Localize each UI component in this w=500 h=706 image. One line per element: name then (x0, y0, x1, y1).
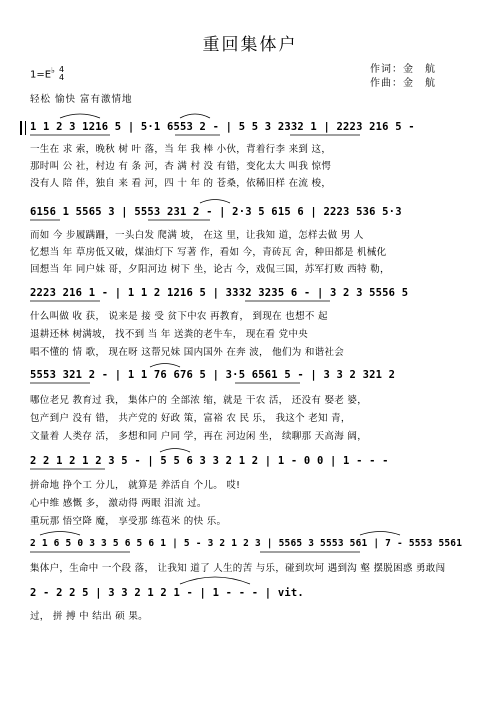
composer-credit: 作曲：金 航 (370, 78, 436, 89)
flat-symbol: ♭ (51, 66, 55, 75)
lyric-line-5-1: 拼命地 挣个工 分儿， 就算是 养活自 个儿。 哎! (30, 480, 241, 491)
notation-row-6: 2 1 6 5 0 3 3 5 6 5 6 1 | 5 - 3 2 1 2 3 | 5565 3 5553 561 | 7 - 5553 5561 (30, 538, 463, 549)
notation-row-1: 1 1 2 3 1216 5 | 5·1 6553 2 - | 5 5 3 2332 1 | 2223 216 5 - (30, 121, 415, 133)
tempo-marking: 轻松 愉快 富有激情地 (30, 94, 133, 105)
lyric-line-3-3: 唱不懂的 情 歌， 现在呀 这帮兄妹 国内国外 在奔 波， 他们为 和谐社会 (30, 347, 345, 358)
page-title: 重回集体户 (202, 35, 298, 55)
lyricist-credit: 作词：金 航 (370, 64, 436, 75)
notation-row-4: 5553 321 2 - | 1 1 76 676 5 | 3·5 6561 5 - | 3 3 2 321 2 (30, 369, 396, 381)
time-signature-top: 4 (59, 65, 65, 75)
slur-mark (180, 114, 210, 118)
lyric-line-4-3: 文量着 人类存 活， 多想和同 户同 学，再在 河边闲 坐， 续聊那 天高海 阔， (30, 431, 367, 442)
lyric-line-4-1: 哪位老兄 教育过 我， 集体户的 全部浓 缩，就是 干农 活， 还没有 娶老 婆， (30, 395, 367, 406)
lyric-line-2-2: 忆想当 年 草房低又破，煤油灯下 写著 作，看如 今，青砖瓦 舍，种田都是 机械化 (30, 247, 387, 258)
lyric-line-1-2: 那时叫 公 社，村边 有 条 河，杏 满 村 没 有错，变化太大 叫我 惊愕 (30, 161, 332, 172)
lyric-line-5-3: 重玩那 悟空降 魔， 享受那 练苞米 的快 乐。 (30, 516, 227, 527)
slur-mark (60, 114, 100, 118)
lyric-line-1-3: 没有人 陪 伴，独自 来 看 河，四 十 年 的 苍桑，依稀旧样 在流 梭， (30, 178, 332, 189)
lyric-line-3-1: 什么叫做 收 获， 说来是 接 受 贫下中农 再教育， 到现在 也想不 起 (30, 311, 328, 322)
slur-mark (160, 449, 190, 453)
lyric-line-5-2: 心中维 感慨 多， 激动得 两眼 泪流 过。 (30, 498, 207, 509)
time-signature-bottom: 4 (59, 73, 65, 83)
slur-mark (360, 532, 400, 536)
lyric-line-7-1: 过， 拼 搏 中 结出 硕 果。 (30, 611, 148, 622)
notation-row-5: 2 2 1 2 1 2 3 5 - | 5 5 6 3 3 2 1 2 | 1 - 0 0 | 1 - - - (30, 455, 389, 467)
lyric-line-2-3: 回想当 年 同户妹 哥，夕阳河边 树下 坐，论古 今，戏侃三国，苏军打败 西特 勒， (30, 264, 390, 275)
lyric-line-6-1: 集体户，生命中 一个段 落， 让我知 道了 人生的苦 与乐，碰到坎坷 遇到沟 壑 摆脱困惑 勇敢闯 (30, 563, 446, 574)
slur-mark (40, 532, 80, 536)
lyric-line-1-1: 一生在 求 索，晚秋 树 叶 落，当 年 我 棒 小伙，背着行李 来到 这， (30, 144, 332, 155)
lyric-line-4-2: 包产到户 没有 错， 共产党的 好政 策，富裕 农 民 乐， 我这个 老知 青， (30, 413, 351, 424)
notation-row-2: 6156 1 5565 3 | 5553 231 2 - | 2·3 5 615 6 | 2223 536 5·3 (30, 206, 402, 218)
slur-mark (180, 577, 250, 584)
slur-mark (200, 200, 230, 204)
lyric-line-2-1: 而如 今 步履蹒跚，一头白发 爬满 坡， 在这 里，让我知 道，怎样去做 男 人 (30, 230, 364, 241)
slur-mark (150, 364, 180, 368)
key-label: 1=E (30, 69, 52, 81)
notation-row-3: 2223 216 1 - | 1 1 2 1216 5 | 3332 3235 6 - | 3 2 3 5556 5 (30, 287, 409, 299)
lyric-line-3-2: 退耕还林 树满坡， 找不到 当 年 送粪的老牛车， 现在看 党中央 (30, 329, 309, 340)
notation-row-7: 2 - 2 2 5 | 3 3 2 1 2 1 - | 1 - - - | vit. (30, 587, 304, 599)
